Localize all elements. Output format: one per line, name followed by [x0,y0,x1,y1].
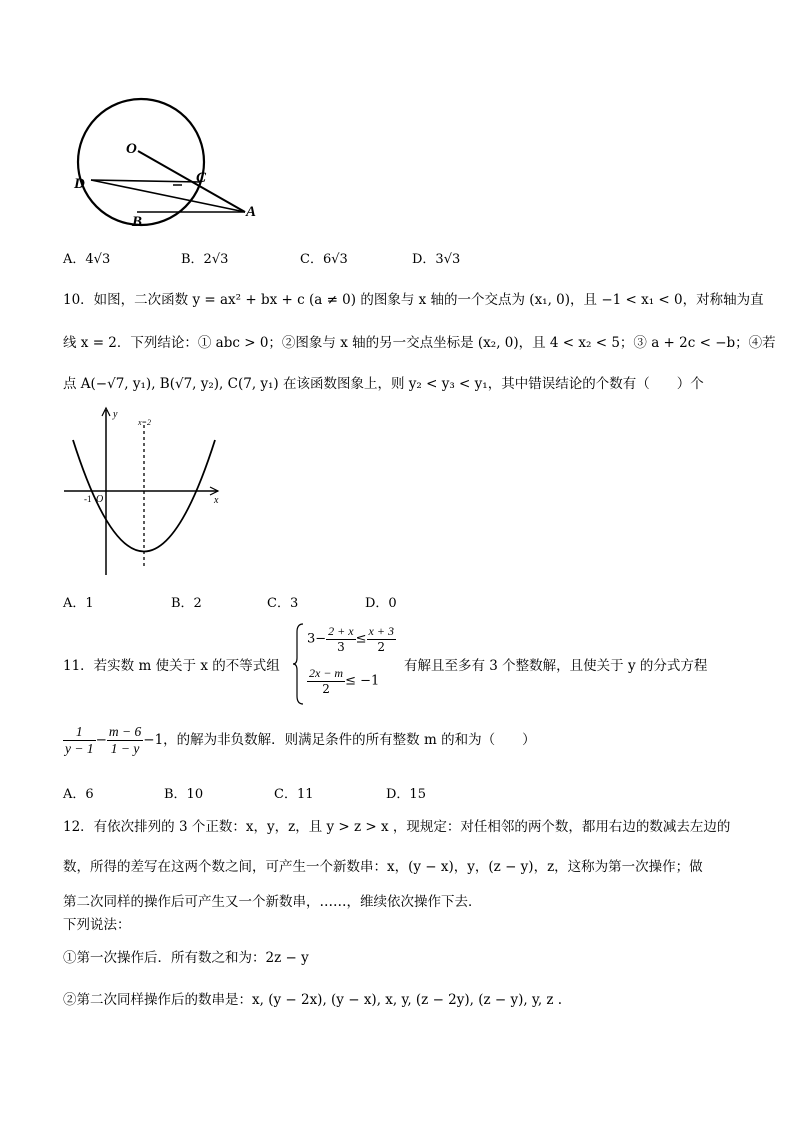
eq-tail: −1，的解为非负数解．则满足条件的所有整数 m 的和为（ ） [143,732,536,748]
label-O: O [126,141,137,157]
q10-line-1: 10．如图，二次函数 y = ax² + bx + c (a ≠ 0) 的图象与 x 轴的一个交点为 (x₁, 0)，且 −1 < x₁ < 0，对称轴为直 [63,292,764,308]
q10-line-3: 点 A(−√7, y₁), B(√7, y₂), C(7, y₁) 在该函数图象上，则 y₂ < y₃ < y₁，其中错误结论的个数有（ ）个 [63,376,704,392]
graph-y-label: y [113,409,118,420]
q11-prefix: 11．若实数 m 使关于 x 的不等式组 [63,658,280,674]
q9-option-c: C．6√3 [300,252,348,267]
label-C: C [196,170,207,186]
ineq2-rhs: ≤ −1 [345,673,380,689]
q12-statement-2: ②第二次同样操作后的数串是：x, (y − 2x), (y − x), x, y, (z − 2y), (z − y), y, z . [63,992,563,1008]
q11-inequality-system [293,622,405,706]
q10-line-2: 线 x = 2．下列结论：① abc > 0；②图象与 x 轴的另一交点坐标是 (x₂, 0)，且 4 < x₂ < 5；③ a + 2c < −b；④若 [63,335,776,351]
q11-option-d: D．15 [386,787,426,802]
q10-option-b: B．2 [171,596,202,611]
q9-option-b: B．2√3 [181,252,229,267]
label-D: D [74,176,85,192]
q11-option-b: B．10 [164,787,204,802]
q11-ineq-1 [307,624,396,654]
q11-fractional-equation [63,724,536,757]
ineq2-num: 2x − m [309,666,344,680]
q12-line-3: 第二次同样的操作后可产生又一个新数串，……，维续依次操作下去． [63,894,482,910]
q11-option-a: A．6 [63,787,94,802]
q10-option-d: D．0 [365,596,397,611]
q9-circle-figure [70,95,270,230]
eq-f1-num: 1 [63,724,96,741]
label-B: B [132,214,143,230]
graph-x-label: x [214,495,219,506]
ineq1-left-num: 2 + x [328,624,354,638]
q10-parabola-graph [58,405,238,580]
ineq1-left-den: 3 [337,640,345,654]
eq-f2-num: m − 6 [108,724,142,739]
ineq1-op: ≤ [355,631,367,647]
q10-option-c: C．3 [267,596,299,611]
q12-line-4: 下列说法： [63,917,131,933]
q9-option-a: A．4√3 [63,252,111,267]
graph-axis-label: x=2 [138,418,151,427]
q10-option-a: A．1 [63,596,94,611]
q11-ineq-2 [307,666,379,696]
q12-statement-1: ①第一次操作后．所有数之和为：2z − y [63,950,309,966]
label-A: A [246,204,257,220]
eq-minus: − [95,732,107,748]
q12-line-2: 数，所得的差写在这两个数之间，可产生一个新数串：x，(y − x)，y，(z − y)，z，这称为第一次操作；做 [63,859,703,875]
q11-option-c: C．11 [274,787,314,802]
ineq1-right-num: x + 3 [368,624,394,638]
ineq2-den: 2 [322,682,330,696]
q9-option-d: D．3√3 [412,252,461,267]
ineq1-right-den: 2 [377,640,386,654]
q12-line-1: 12．有依次排列的 3 个正数：x，y，z，且 y > z > x ，现规定：对任相邻的两个数，都用右边的数减去左边的 [63,819,731,835]
ineq1-int: 3− [307,631,327,647]
graph-minus1-label: -1 [84,494,92,504]
eq-f1-den: y − 1 [65,741,94,756]
eq-f2-den: 1 − y [110,741,140,756]
graph-origin-label: O [96,494,104,505]
q11-suffix: 有解且至多有 3 个整数解，且使关于 y 的分式方程 [404,658,708,674]
